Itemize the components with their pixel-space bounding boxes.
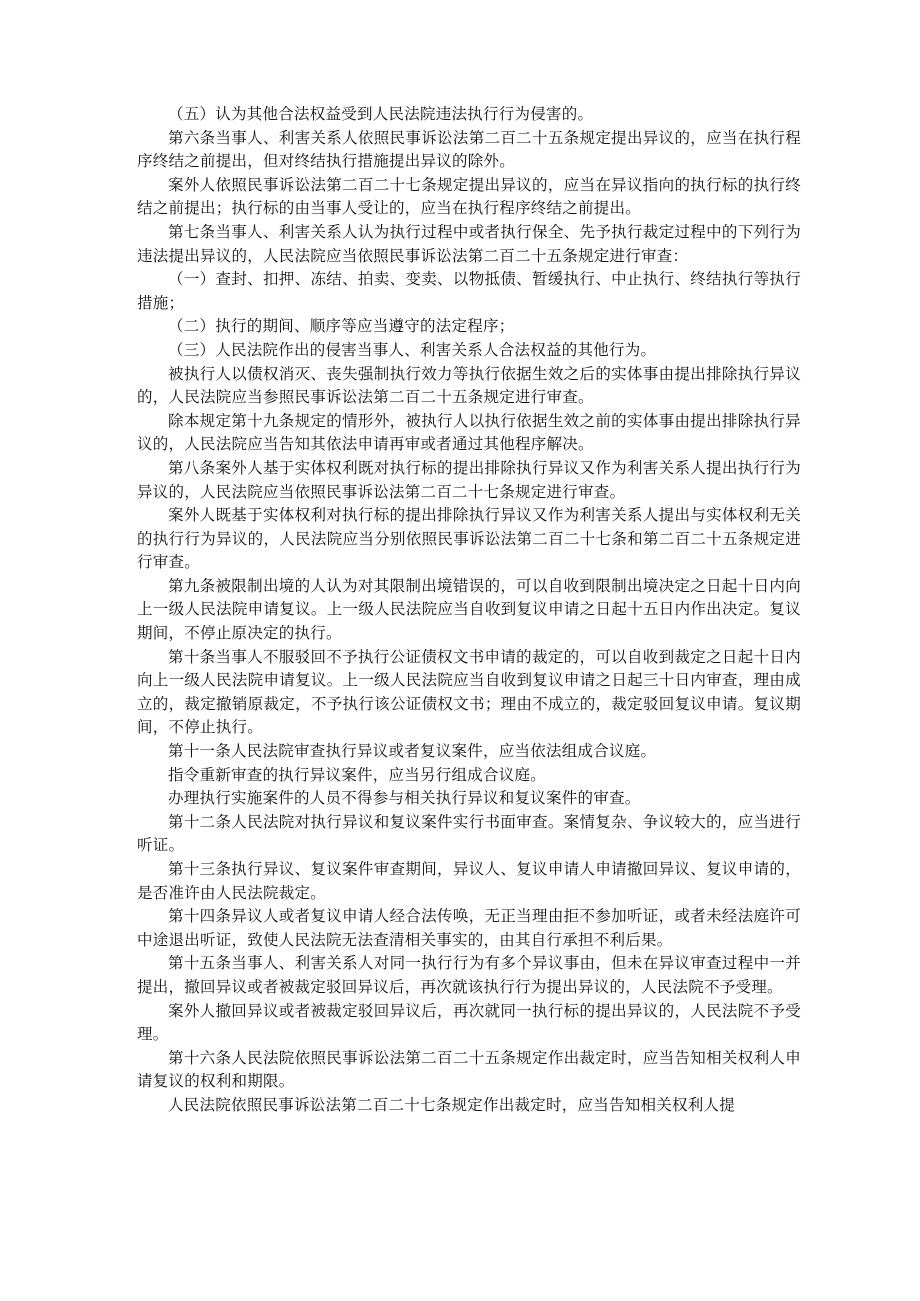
paragraph-article-14: 第十四条异议人或者复议申请人经合法传唤，无正当理由拒不参加听证，或者未经法庭许可中途退出听证，致使人民法院无法查清相关事实的，由其自行承担不利后果。 — [137, 907, 801, 949]
paragraph-article-7: 第七条当事人、利害关系人认为执行过程中或者执行保全、先予执行裁定过程中的下列行为违法提出异议的，人民法院应当依照民事诉讼法第二百二十五条规定进行审查： — [137, 222, 801, 265]
paragraph-article-11-retrial: 指令重新审查的执行异议案件，应当另行组成合议庭。 — [168, 765, 547, 784]
paragraph-article-7-executed-person: 被执行人以债权消灭、丧失强制执行效力等执行依据生效之后的实体事由提出排除执行异议的，人民法院应当参照民事诉讼法第二百二十五条规定进行审查。 — [137, 364, 801, 407]
paragraph-item-5-other-rights: （五）认为其他合法权益受到人民法院违法执行行为侵害的。 — [168, 105, 594, 123]
paragraph-article-7-item-1: （一）查封、扣押、冻结、拍卖、变卖、以物抵债、暂缓执行、中止执行、终结执行等执行措施； — [137, 270, 801, 312]
paragraph-article-10: 第十条当事人不服驳回不予执行公证债权文书申请的裁定的，可以自收到裁定之日起十日内向上一级人民法院申请复议。上一级人民法院应当自收到复议申请之日起三十日内审查，理由成立的，裁定撤销原裁定，不予执行该公证债权文书；理由不成立的，裁定驳回复议申请。复议期间，不停止执行。 — [137, 647, 801, 737]
paragraph-article-8-separate-review: 案外人既基于实体权利对执行标的提出排除执行异议又作为利害关系人提出与实体权利无关的执行行为异议的，人民法院应当分别依照民事诉讼法第二百二十七条和第二百二十五条规定进行审查。 — [137, 506, 801, 572]
paragraph-article-12: 第十二条人民法院对执行异议和复议案件实行书面审查。案情复杂、争议较大的，应当进行听证。 — [137, 812, 801, 855]
paragraph-article-11-staff: 办理执行实施案件的人员不得参与相关执行异议和复议案件的审查。 — [168, 789, 641, 808]
paragraph-article-7-item-2: （二）执行的期间、顺序等应当遵守的法定程序； — [168, 317, 515, 336]
paragraph-article-16: 第十六条人民法院依照民事诉讼法第二百二十五条规定作出裁定时，应当告知相关权利人申请复议的权利和期限。 — [137, 1048, 801, 1091]
paragraph-article-7-item-3: （三）人民法院作出的侵害当事人、利害关系人合法权益的其他行为。 — [168, 340, 657, 359]
paragraph-article-9: 第九条被限制出境的人认为对其限制出境错误的，可以自收到限制出境决定之日起十日内向上一级人民法院申请复议。上一级人民法院应当自收到复议申请之日起十五日内作出决定。复议期间，不停止原决定的执行。 — [137, 576, 801, 643]
paragraph-article-8: 第八条案外人基于实体权利既对执行标的提出排除执行异议又作为利害关系人提出执行行为异议的，人民法院应当依照民事诉讼法第二百二十七条规定进行审查。 — [137, 458, 801, 501]
paragraph-article-13: 第十三条执行异议、复议案件审查期间，异议人、复议申请人申请撤回异议、复议申请的，是否准许由人民法院裁定。 — [137, 860, 801, 902]
paragraph-article-16-outsider: 人民法院依照民事诉讼法第二百二十七条规定作出裁定时，应当告知相关权利人提 — [168, 1095, 736, 1114]
paragraph-article-11: 第十一条人民法院审查执行异议或者复议案件，应当依法组成合议庭。 — [168, 742, 657, 761]
paragraph-article-15-outsider: 案外人撤回异议或者被裁定驳回异议后，再次就同一执行标的提出异议的，人民法院不予受理。 — [137, 1001, 801, 1044]
paragraph-article-7-exception: 除本规定第十九条规定的情形外，被执行人以执行依据生效之前的实体事由提出排除执行异议的，人民法院应当告知其依法申请再审或者通过其他程序解决。 — [137, 411, 801, 454]
document-body — [137, 103, 801, 1118]
paragraph-article-6-outsider: 案外人依照民事诉讼法第二百二十七条规定提出异议的，应当在异议指向的执行标的执行终结之前提出；执行标的由当事人受让的，应当在执行程序终结之前提出。 — [137, 175, 801, 218]
paragraph-article-15: 第十五条当事人、利害关系人对同一执行行为有多个异议事由，但未在异议审查过程中一并提出，撤回异议或者被裁定驳回异议后，再次就该执行行为提出异议的，人民法院不予受理。 — [137, 954, 801, 996]
paragraph-article-6: 第六条当事人、利害关系人依照民事诉讼法第二百二十五条规定提出异议的，应当在执行程序终结之前提出，但对终结执行措施提出异议的除外。 — [137, 128, 801, 171]
